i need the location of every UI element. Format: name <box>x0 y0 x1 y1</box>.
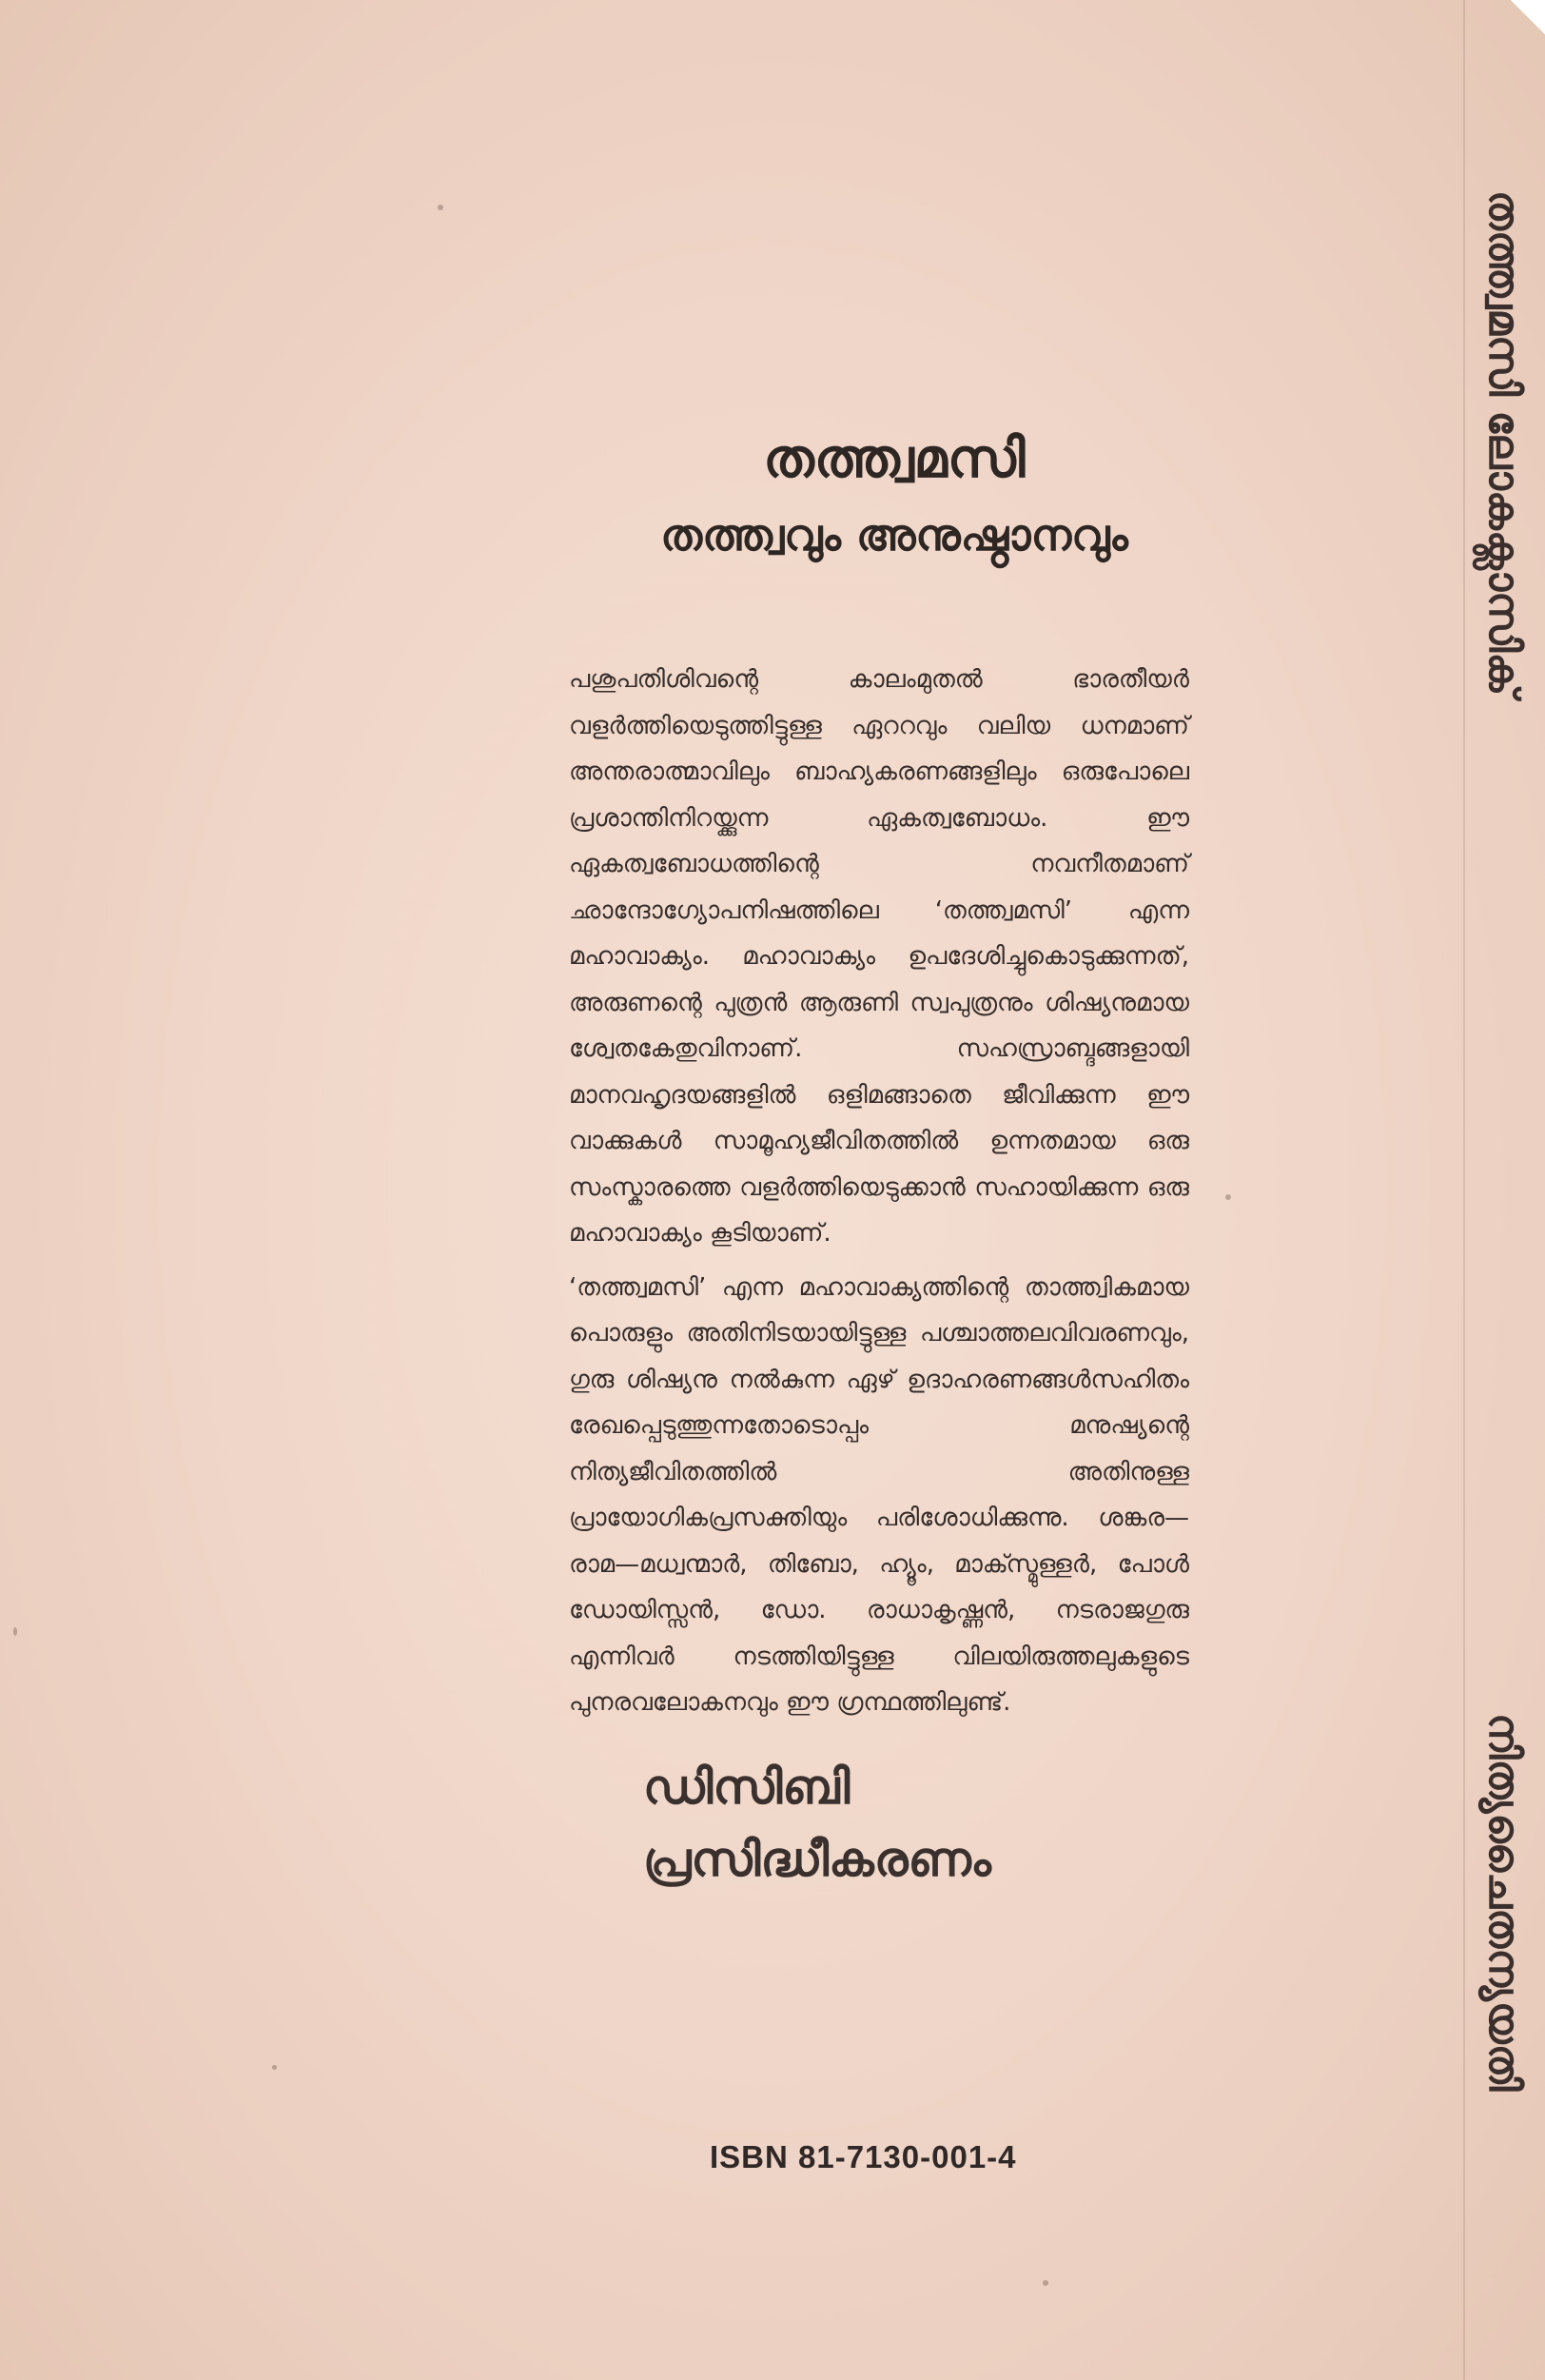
publisher-mark <box>643 1751 1176 1896</box>
page-corner <box>1511 0 1545 34</box>
print-speck <box>1225 1194 1231 1200</box>
blurb-paragraph: പശുപതിശിവന്റെ കാലംമുതൽ ഭാരതീയർ വളർത്തിയെടുത്തിട്ടുള്ള ഏററവും വലിയ ധനമാണ് അന്തരാത്മാവിലും ബാഹ്യകരണങ്ങളിലും ഒരുപോലെ പ്രശാന്തിനിറയ്ക്കുന്ന ഏകത്വബോധം. ഈ ഏകത്വബോധത്തിന്റെ നവനീതമാണ് ഛാന്ദോഗ്യോപനിഷത്തിലെ ‘തത്ത്വമസി’ എന്ന മഹാവാക്യം. മഹാവാക്യം ഉപദേശിച്ചുകൊടുക്കുന്നത്, അരുണന്റെ പുത്രൻ ആരുണി സ്വപുത്രനും ശിഷ്യനുമായ ശ്വേതകേതുവിനാണ്. സഹസ്രാബ്ദങ്ങളായി മാനവഹൃദയങ്ങളിൽ ഒളിമങ്ങാതെ ജീവിക്കുന്ന ഈ വാക്കുകൾ സാമൂഹ്യജീവിതത്തിൽ ഉന്നതമായ ഒരു സംസ്കാരത്തെ വളർത്തിയെടുക്കാൻ സഹായിക്കുന്ന ഒരു മഹാവാക്യം കൂടിയാണ്. <box>569 665 1189 1248</box>
blurb-paragraph: ‘തത്ത്വമസി’ എന്ന മഹാവാക്യത്തിന്റെ താത്ത്വികമായ പൊരുളും അതിനിടയായിട്ടുള്ള പശ്ചാത്തലവിവരണവും, ഗുരു ശിഷ്യനു നൽകുന്ന ഏഴ് ഉദാഹരണങ്ങൾസഹിതം രേഖപ്പെടുത്തുന്നതോടൊപ്പം മനുഷ്യന്റെ നിത്യജീവിതത്തിൽ അതിനുള്ള പ്രായോഗികപ്രസക്തിയും പരിശോധിക്കുന്നു. ശങ്കര—രാമ—മധ്വന്മാർ, തിബോ, ഹ്യൂം, മാക്സ്മുള്ളർ, പോൾ ഡോയിസ്സൻ, ഡോ. രാധാകൃഷ്ണൻ, നടരാജഗുരു എന്നിവർ നടത്തിയിട്ടുള്ള വിലയിരുത്തലുകളുടെ പുനരവലോകനവും ഈ ഗ്രന്ഥത്തിലുണ്ട്. <box>569 1272 1189 1717</box>
spine-author: നിത്യചൈതന്യയതി <box>1479 1713 1528 2092</box>
spine-edge <box>1463 0 1465 2380</box>
publisher-label: പ്രസിദ്ധീകരണം <box>643 1832 991 1887</box>
print-speck <box>272 2065 277 2070</box>
book-title: തത്ത്വമസി <box>763 428 1026 490</box>
print-speck <box>1043 2280 1048 2286</box>
isbn-number: ISBN 81-7130-001-4 <box>710 2139 1017 2174</box>
print-speck <box>13 1627 17 1636</box>
book-subtitle: തത്ത്വവും അനുഷ്ഠാനവും <box>660 509 1128 561</box>
publisher-name: ഡിസിബി <box>643 1760 851 1815</box>
spine-title: തത്ത്വമസി ലോകക്ലാസിക് <box>1479 190 1528 697</box>
blurb <box>569 657 1189 1726</box>
print-speck <box>438 205 443 210</box>
